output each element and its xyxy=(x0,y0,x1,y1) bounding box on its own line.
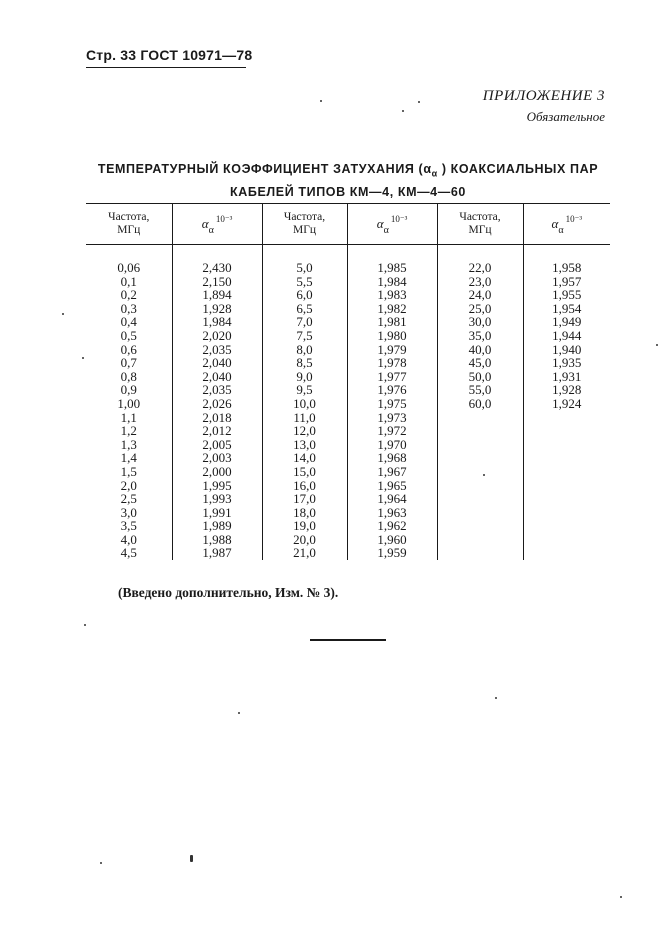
table-cell: 40,0 xyxy=(468,341,492,357)
table-cell: 0,5 xyxy=(120,327,137,343)
table-cell: 1,924 xyxy=(552,395,582,411)
table-cell: 1,993 xyxy=(202,491,232,507)
table-cell: 20,0 xyxy=(293,531,316,547)
table-cell: 1,987 xyxy=(202,545,232,561)
table-cell: 1,958 xyxy=(552,260,582,275)
table-cell: 3,0 xyxy=(120,504,137,520)
appendix-subtitle: Обязательное xyxy=(526,109,605,124)
table-cell: 1,960 xyxy=(377,531,407,547)
header-coefficient: $\alpha\alpha^{10^{-3}}$ xyxy=(523,204,610,245)
table-cell: 1,995 xyxy=(202,477,232,493)
table-cell: 2,0 xyxy=(120,477,137,493)
column-coefficient-2 xyxy=(347,245,437,561)
table-cell: 45,0 xyxy=(468,355,492,371)
table-cell: 0,2 xyxy=(120,287,137,303)
table-cell: 55,0 xyxy=(468,382,492,398)
table-cell: 60,0 xyxy=(468,395,492,411)
table-cell: 0,9 xyxy=(120,382,137,398)
table-cell: 2,018 xyxy=(202,409,232,425)
table-cell: 2,005 xyxy=(202,436,232,452)
table-cell: 23,0 xyxy=(468,273,492,289)
table-cell: 1,973 xyxy=(377,409,407,425)
table-cell: 35,0 xyxy=(468,327,492,343)
table-cell: 1,982 xyxy=(377,300,407,316)
header-frequency: Частота, МГц xyxy=(86,204,172,245)
table-cell: 2,150 xyxy=(202,273,232,289)
column-frequency-1 xyxy=(86,245,172,561)
table-cell: 22,0 xyxy=(468,260,492,275)
table-cell: 6,0 xyxy=(296,287,313,303)
table-cell: 1,981 xyxy=(377,314,407,330)
table-cell: 3,5 xyxy=(120,518,137,534)
table-cell: 4,0 xyxy=(120,531,137,547)
table-title-line1 xyxy=(86,160,610,183)
table-cell: 2,430 xyxy=(202,260,232,275)
table-cell: 0,4 xyxy=(120,314,137,330)
table-cell: 1,949 xyxy=(552,314,582,330)
table-cell: 0,6 xyxy=(120,341,137,357)
column-coefficient-3 xyxy=(523,245,610,561)
column-frequency-2 xyxy=(262,245,347,561)
table-cell: 0,8 xyxy=(120,368,137,384)
table-cell: 1,983 xyxy=(377,287,407,303)
table-cell: 1,962 xyxy=(377,518,407,534)
table-cell: 17,0 xyxy=(293,491,316,507)
table-cell: 1,968 xyxy=(377,450,407,466)
table-cell: 12,0 xyxy=(293,423,316,439)
title-part1: ТЕМПЕРАТУРНЫЙ КОЭФФИЦИЕНТ ЗАТУХАНИЯ (α xyxy=(97,162,432,176)
table-cell: 1,954 xyxy=(552,300,582,316)
table-cell: 1,965 xyxy=(377,477,407,493)
table-cell: 50,0 xyxy=(468,368,492,384)
table-cell: 0,1 xyxy=(120,273,137,289)
table-cell: 13,0 xyxy=(293,436,316,452)
header-coefficient: $\alpha\alpha^{10^{-3}}$ xyxy=(347,204,437,245)
table-cell: 0,06 xyxy=(117,260,141,275)
table-cell: 1,931 xyxy=(552,368,582,384)
table-cell: 1,940 xyxy=(552,341,582,357)
table-cell: 1,3 xyxy=(120,436,137,452)
table-title xyxy=(86,160,610,201)
table-cell: 1,00 xyxy=(117,395,141,411)
table-cell: 6,5 xyxy=(296,300,313,316)
appendix-block xyxy=(483,88,605,125)
table-cell: 1,984 xyxy=(377,273,407,289)
table-cell: 1,955 xyxy=(552,287,582,303)
table-cell: 2,035 xyxy=(202,341,232,357)
table-cell: 1,979 xyxy=(377,341,407,357)
table-cell: 24,0 xyxy=(468,287,492,303)
table-cell: 2,040 xyxy=(202,355,232,371)
table-cell: 1,970 xyxy=(377,436,407,452)
table-cell: 1,988 xyxy=(202,531,232,547)
amendment-note: (Введено дополнительно, Изм. № 3). xyxy=(118,585,339,600)
table-cell: 1,985 xyxy=(377,260,407,275)
table-title-line2: КАБЕЛЕЙ ТИПОВ КМ—4, КМ—4—60 xyxy=(230,184,466,199)
table-cell: 1,980 xyxy=(377,327,407,343)
table-header-row xyxy=(86,204,610,245)
table-cell: 1,989 xyxy=(202,518,232,534)
table-body-row xyxy=(86,245,610,561)
table-cell: 1,928 xyxy=(202,300,232,316)
table-cell: 2,035 xyxy=(202,382,232,398)
table-cell: 8,0 xyxy=(296,341,313,357)
table-cell: 9,0 xyxy=(296,368,313,384)
attenuation-table xyxy=(86,203,610,560)
table-cell: 7,0 xyxy=(296,314,313,330)
table-cell: 25,0 xyxy=(468,300,492,316)
table-cell: 2,003 xyxy=(202,450,232,466)
table-cell: 14,0 xyxy=(293,450,316,466)
table-cell: 2,026 xyxy=(202,395,232,411)
column-coefficient-1 xyxy=(172,245,262,561)
column-frequency-3 xyxy=(437,245,523,561)
table-cell: 10,0 xyxy=(293,395,316,411)
table-cell: 1,977 xyxy=(377,368,407,384)
table-cell: 1,957 xyxy=(552,273,582,289)
table-cell: 1,964 xyxy=(377,491,407,507)
table-cell: 1,984 xyxy=(202,314,232,330)
title-subscript: α xyxy=(431,168,438,179)
table-cell: 9,5 xyxy=(296,382,313,398)
table-cell: 5,5 xyxy=(296,273,313,289)
table-cell: 5,0 xyxy=(296,260,313,275)
table-cell: 21,0 xyxy=(293,545,316,561)
table-cell: 1,991 xyxy=(202,504,232,520)
table-cell: 2,020 xyxy=(202,327,232,343)
table-cell: 1,894 xyxy=(202,287,232,303)
table-cell: 8,5 xyxy=(296,355,313,371)
table-cell: 30,0 xyxy=(468,314,492,330)
table-cell: 18,0 xyxy=(293,504,316,520)
table-cell: 4,5 xyxy=(120,545,137,561)
table-cell: 2,012 xyxy=(202,423,232,439)
table-cell: 1,935 xyxy=(552,355,582,371)
end-rule xyxy=(310,639,386,641)
table-cell: 0,3 xyxy=(120,300,137,316)
table-cell: 1,5 xyxy=(120,463,137,479)
table-cell: 7,5 xyxy=(296,327,313,343)
appendix-title: ПРИЛОЖЕНИЕ 3 xyxy=(482,88,605,104)
header-frequency: Частота, МГц xyxy=(262,204,347,245)
table-cell: 0,7 xyxy=(120,355,137,371)
header-rule xyxy=(86,67,246,68)
table-cell: 1,972 xyxy=(377,423,407,439)
table-cell: 1,1 xyxy=(120,409,137,425)
header-frequency: Частота, МГц xyxy=(437,204,523,245)
table-cell: 1,944 xyxy=(552,327,582,343)
table-cell: 1,2 xyxy=(120,423,137,439)
table-cell: 19,0 xyxy=(293,518,316,534)
table-cell: 1,975 xyxy=(377,395,407,411)
running-head: Стр. 33 ГОСТ 10971—78 xyxy=(86,47,253,63)
table-cell: 1,928 xyxy=(552,382,582,398)
header-coefficient: $\alpha\alpha^{10^{-3}}$ xyxy=(172,204,262,245)
table-cell: 1,959 xyxy=(377,545,407,561)
table-cell: 1,976 xyxy=(377,382,407,398)
title-part2: ) КОАКСИАЛЬНЫХ ПАР xyxy=(441,162,599,176)
table-cell: 1,978 xyxy=(377,355,407,371)
table-cell: 2,040 xyxy=(202,368,232,384)
table-cell: 11,0 xyxy=(293,409,316,425)
table-cell: 1,967 xyxy=(377,463,407,479)
table-cell: 1,4 xyxy=(120,450,137,466)
table-cell: 2,000 xyxy=(202,463,232,479)
table-cell: 15,0 xyxy=(293,463,316,479)
table-cell: 2,5 xyxy=(120,491,137,507)
table-cell: 1,963 xyxy=(377,504,407,520)
table-cell: 16,0 xyxy=(293,477,316,493)
